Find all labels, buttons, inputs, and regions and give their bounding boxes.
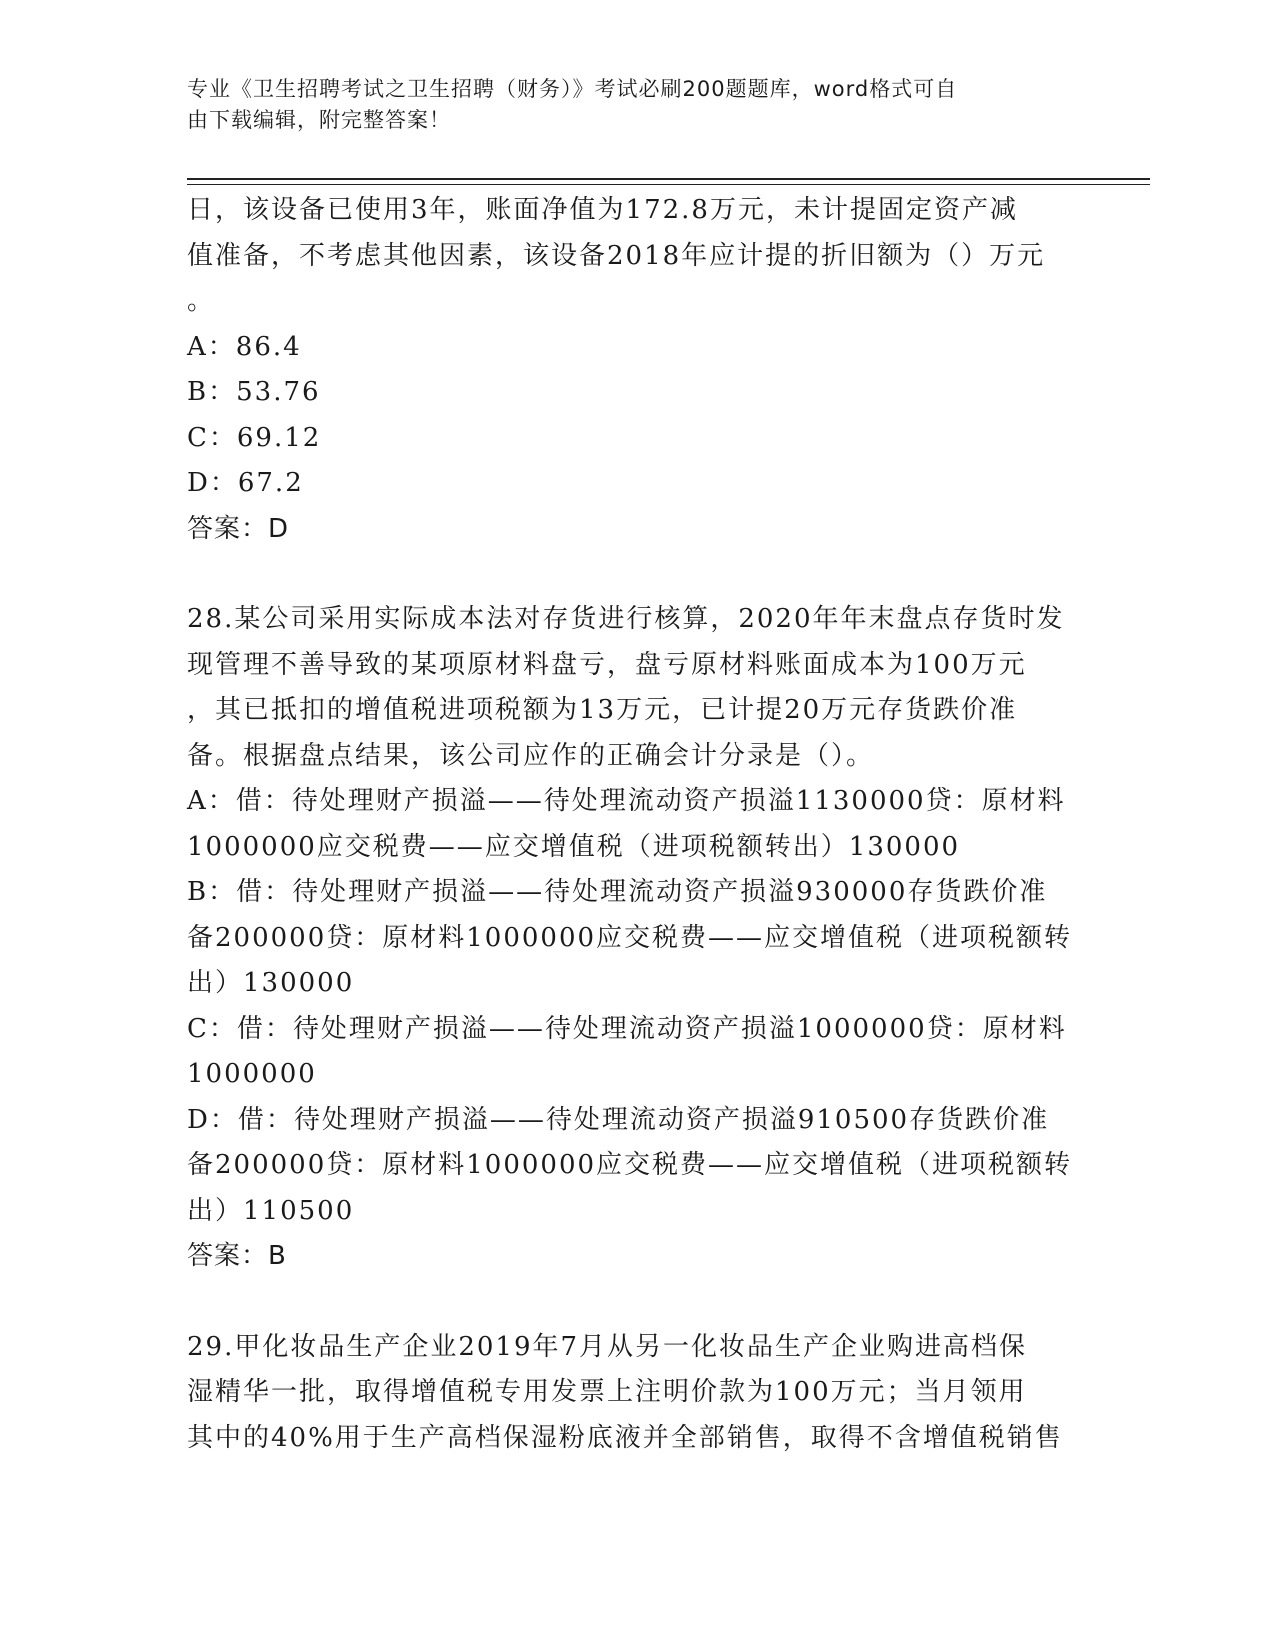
- document-body: [187, 188, 1087, 1461]
- header-line-1: 专业《卫生招聘考试之卫生招聘（财务）》考试必刷200题题库，word格式可自: [187, 77, 958, 101]
- document-header: [187, 74, 1067, 136]
- header-line-2: 由下载编辑，附完整答案！: [187, 108, 451, 132]
- answer-line: 答案：D: [187, 513, 290, 544]
- question-text-line: 其中的40%用于生产高档保湿粉底液并全部销售，取得不含增值税销售: [187, 1422, 1063, 1453]
- question-text-line: 备。根据盘点结果，该公司应作的正确会计分录是（）。: [187, 740, 875, 771]
- option-a: A：借：待处理财产损溢——待处理流动资产损溢1130000贷：原材料: [187, 786, 1066, 816]
- question-text-line: 日，该设备已使用3年，账面净值为172.8万元，未计提固定资产减: [187, 195, 1018, 225]
- option-d: D：67.2: [187, 468, 304, 498]
- answer-line: 答案：B: [187, 1241, 287, 1271]
- option-d: D：借：待处理财产损溢——待处理流动资产损溢910500存货跌价准: [187, 1104, 1050, 1135]
- question-text-line: 湿精华一批，取得增值税专用发票上注明价款为100万元；当月领用: [187, 1377, 1027, 1407]
- question-28: [187, 597, 1087, 1280]
- question-spacer: [187, 552, 1087, 597]
- option-c-continued: 1000000: [187, 1059, 317, 1089]
- question-text-line: 。: [187, 286, 216, 316]
- question-27: [187, 188, 1087, 552]
- question-text-line: 现管理不善导致的某项原材料盘亏，盘亏原材料账面成本为100万元: [187, 649, 1027, 680]
- option-d-continued: 出）110500: [187, 1195, 355, 1226]
- option-b-continued: 出）130000: [187, 968, 355, 998]
- question-text-line: 值准备，不考虑其他因素，该设备2018年应计提的折旧额为（）万元: [187, 240, 1046, 271]
- option-b-continued: 备200000贷：原材料1000000应交税费——应交增值税（进项税额转: [187, 922, 1073, 953]
- header-divider-thick: [187, 178, 1150, 180]
- option-b: B：53.76: [187, 377, 321, 407]
- question-spacer: [187, 1280, 1087, 1325]
- option-b: B：借：待处理财产损溢——待处理流动资产损溢930000存货跌价准: [187, 877, 1048, 907]
- option-a: A：86.4: [187, 331, 302, 362]
- option-a-continued: 1000000应交税费——应交增值税（进项税额转出）130000: [187, 831, 961, 862]
- option-c: C：69.12: [187, 422, 322, 453]
- question-29: [187, 1325, 1087, 1462]
- header-divider-thin: [187, 184, 1150, 185]
- question-text-line: 29.甲化妆品生产企业2019年7月从另一化妆品生产企业购进高档保: [187, 1331, 1028, 1362]
- option-d-continued: 备200000贷：原材料1000000应交税费——应交增值税（进项税额转: [187, 1150, 1073, 1180]
- option-c: C：借：待处理财产损溢——待处理流动资产损溢1000000贷：原材料: [187, 1013, 1067, 1044]
- question-text-line: ，其已抵扣的增值税进项税额为13万元，已计提20万元存货跌价准: [187, 695, 1018, 725]
- question-text-line: 28.某公司采用实际成本法对存货进行核算，2020年年末盘点存货时发: [187, 604, 1065, 634]
